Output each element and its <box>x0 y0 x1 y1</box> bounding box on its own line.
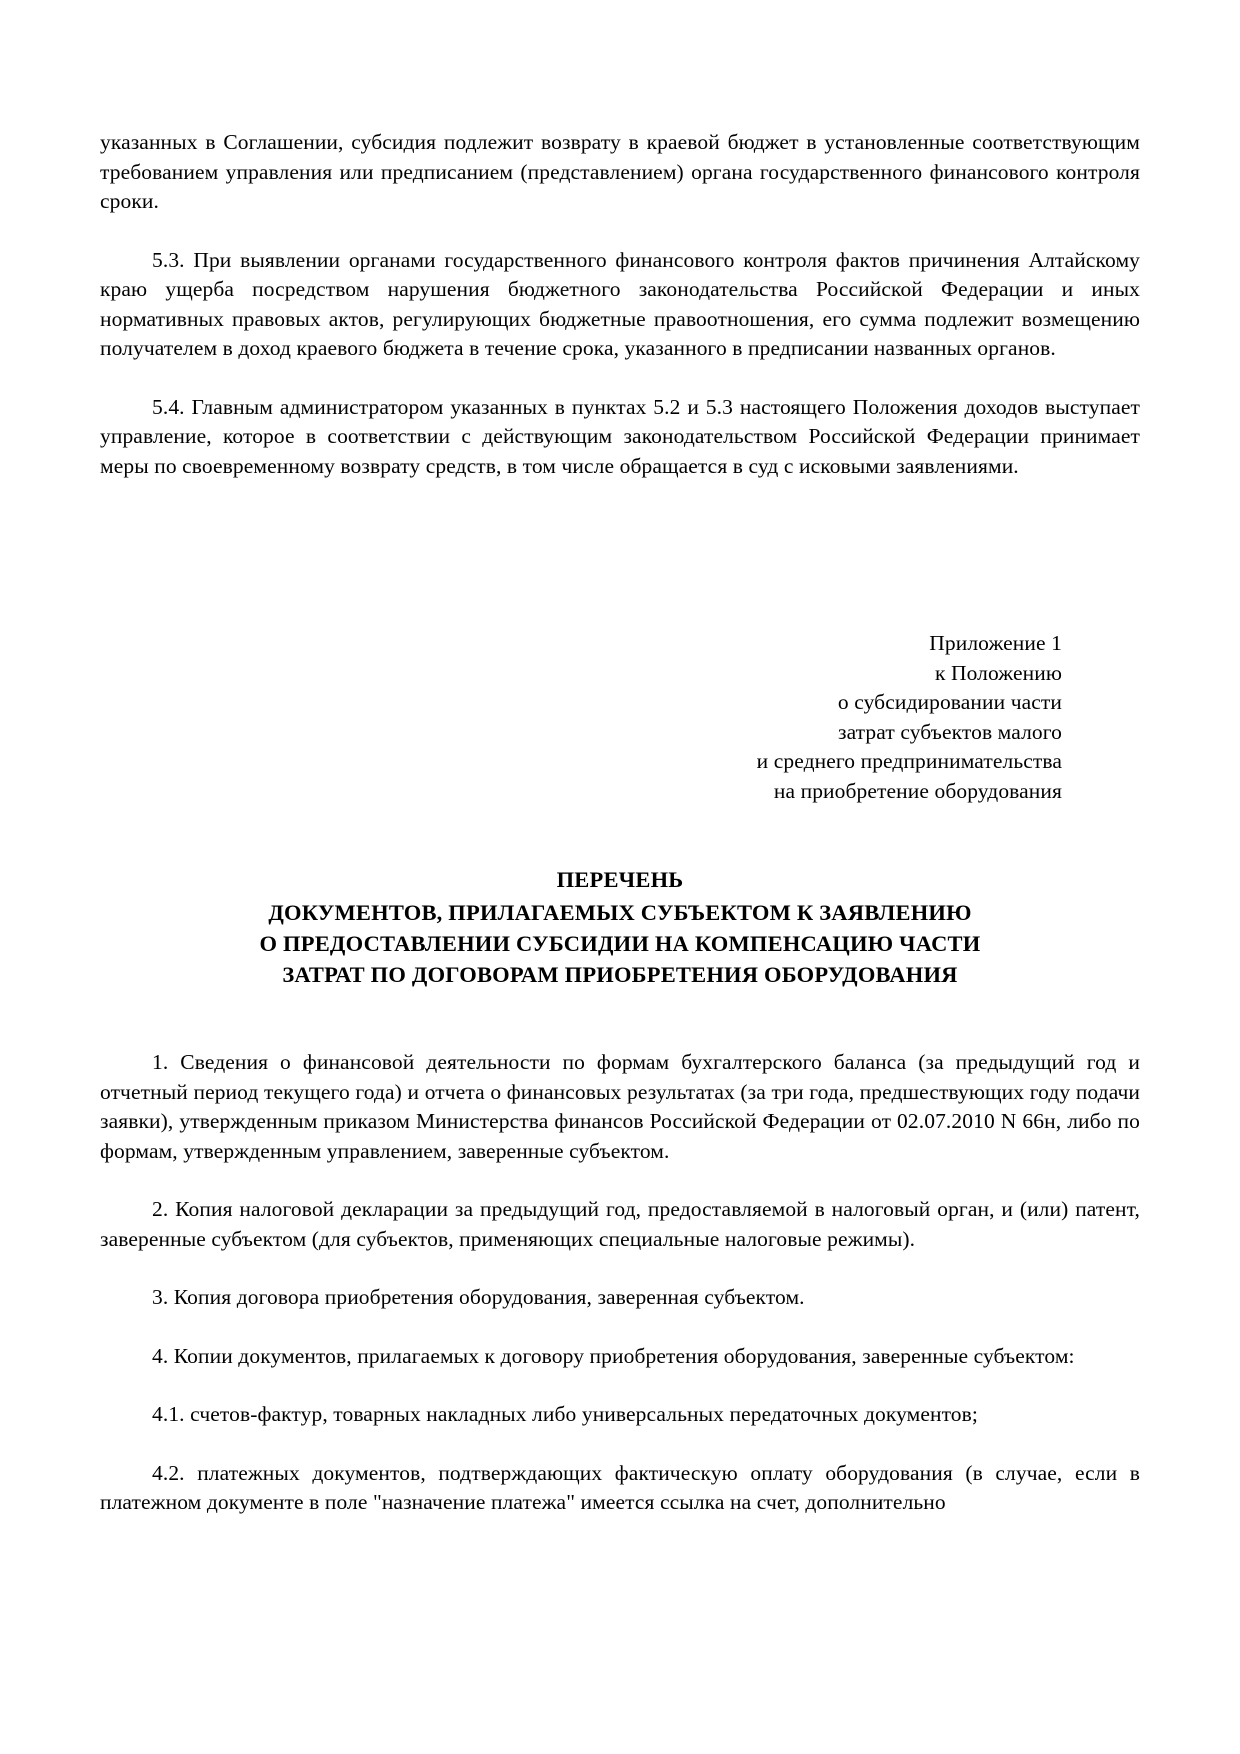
title-line-3: ЗАТРАТ ПО ДОГОВОРАМ ПРИОБРЕТЕНИЯ ОБОРУДОВАНИЯ <box>282 962 958 987</box>
appendix-header <box>100 629 1140 806</box>
paragraph-spacer <box>100 1430 1140 1459</box>
section-spacer <box>100 481 1140 629</box>
page-title: ПЕРЕЧЕНЬ <box>556 867 684 892</box>
list-item-1: 1. Сведения о финансовой деятельности по формам бухгалтерского баланса (за предыдущий год и отчетный период текущего года) и отчета о финансовых результатах (за три года, предшествующих году подачи заявки), утвержденным приказом Министерства финансов Российской Федерации от 02.07.2010 N 66н, либо по формам, утвержденным управлением, заверенные субъектом. <box>100 1050 1140 1163</box>
paragraph-spacer <box>100 217 1140 246</box>
title-spacer <box>100 806 1140 864</box>
clause-5-3: 5.3. При выявлении органами государственного финансового контроля фактов причинения Алтайскому краю ущерба посредством нарушения бюджетного законодательства Российской Федерации и иных нормативных правовых актов, регулирующих бюджетные правоотношения, его сумма подлежит возмещению получателем в доход краевого бюджета в течение срока, указанного в предписании названных органов. <box>100 247 1140 360</box>
title-bottom-spacer <box>100 990 1140 1048</box>
continued-paragraph: указанных в Соглашении, субсидия подлежит возврату в краевой бюджет в установленные соответствующим требованием управления или предписанием (представлением) органа государственного финансового контроля сроки. <box>100 130 1140 213</box>
list-item-3: 3. Копия договора приобретения оборудования, заверенная субъектом. <box>152 1285 805 1309</box>
list-item-4: 4. Копии документов, прилагаемых к договору приобретения оборудования, заверенные субъектом: <box>152 1343 1075 1368</box>
paragraph-spacer <box>100 364 1140 393</box>
appendix-line-1: Приложение 1 <box>929 631 1062 655</box>
appendix-line-3: о субсидировании части <box>837 690 1062 714</box>
appendix-line-4: затрат субъектов малого <box>838 719 1062 744</box>
list-item-2: 2. Копия налоговой декларации за предыдущий год, предоставляемой в налоговый орган, и (или) патент, заверенные субъектом (для субъектов, применяющих специальные налоговые режимы). <box>100 1197 1140 1251</box>
paragraph-spacer <box>100 1254 1140 1283</box>
list-item-4-2: 4.2. платежных документов, подтверждающих фактическую оплату оборудования (в случае, если в платежном документе в поле "назначение платежа" имеется ссылка на счет, дополнительно <box>100 1460 1140 1514</box>
paragraph-spacer <box>100 1166 1140 1195</box>
appendix-line-2: к Положению <box>934 660 1062 685</box>
document-title <box>100 864 1140 990</box>
title-line-1: ДОКУМЕНТОВ, ПРИЛАГАЕМЫХ СУБЪЕКТОМ К ЗАЯВЛЕНИЮ <box>268 900 972 925</box>
title-line-2: О ПРЕДОСТАВЛЕНИИ СУБСИДИИ НА КОМПЕНСАЦИЮ ЧАСТИ <box>259 931 981 956</box>
list-item-4-1: 4.1. счетов-фактур, товарных накладных либо универсальных передаточных документов; <box>152 1402 978 1426</box>
document-body <box>100 128 1140 1518</box>
paragraph-spacer <box>100 1313 1140 1342</box>
paragraph-spacer <box>100 1371 1140 1400</box>
clause-5-4: 5.4. Главным администратором указанных в пунктах 5.2 и 5.3 настоящего Положения доходов выступает управление, которое в соответствии с действующим законодательством Российской Федерации принимает меры по своевременному возврату средств, в том числе обращается в суд с исковыми заявлениями. <box>100 394 1140 478</box>
appendix-line-5: и среднего предпринимательства <box>756 749 1062 773</box>
appendix-line-6: на приобретение оборудования <box>773 778 1062 803</box>
